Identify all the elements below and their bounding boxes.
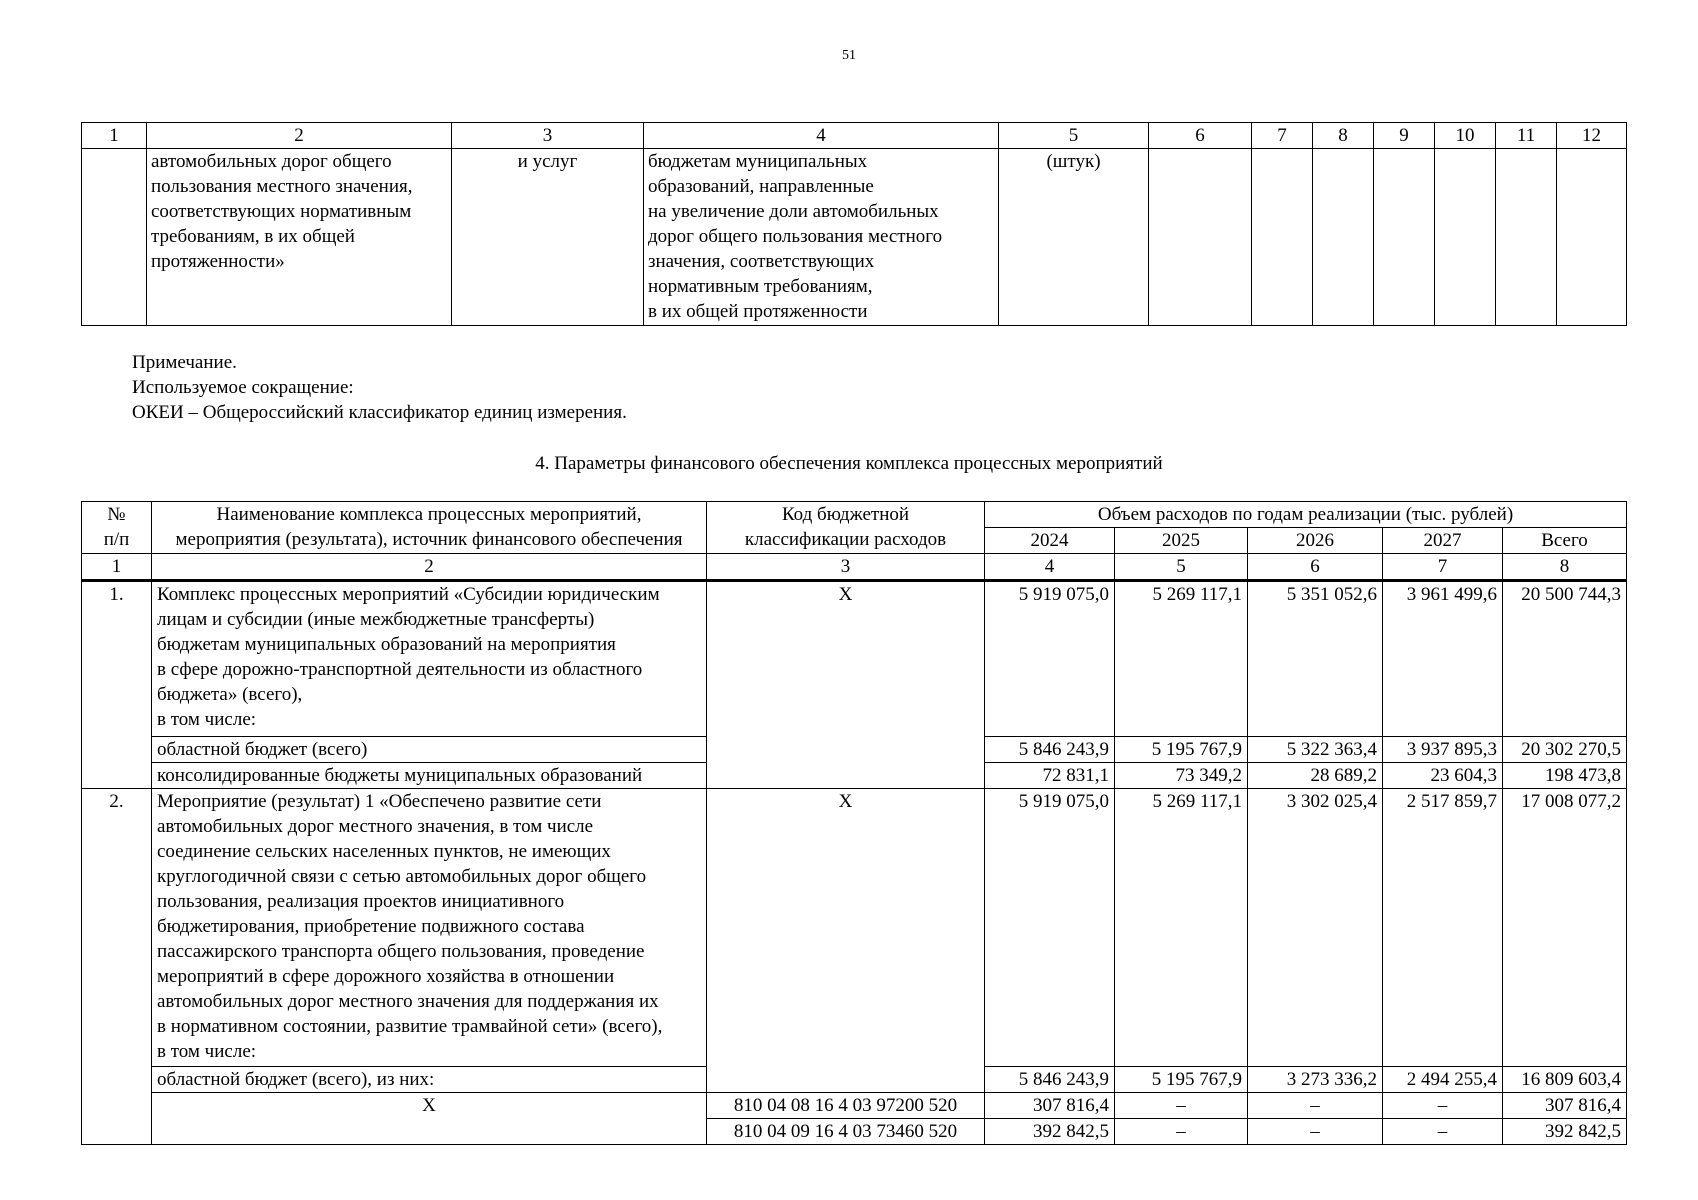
value-cell: – <box>1383 1093 1503 1119</box>
table-cell <box>1496 149 1557 326</box>
value-cell: 5 919 075,0 <box>985 789 1115 1067</box>
value-cell: – <box>1248 1119 1383 1145</box>
description-cell: бюджетам муниципальных образований, направленные на увеличение доли автомобильных дорог общего пользования местного значения, соответствующих нормативным требованиям, в их общей протяженности <box>644 149 999 326</box>
value-cell: 5 846 243,9 <box>985 737 1115 763</box>
header-volume: Объем расходов по годам реализации (тыс. рублей) <box>985 502 1627 528</box>
budget-code: 810 04 08 16 4 03 97200 520 <box>707 1093 985 1119</box>
row-code: Х <box>707 581 985 789</box>
value-cell: 28 689,2 <box>1248 763 1383 789</box>
value-cell: 307 816,4 <box>1503 1093 1627 1119</box>
page-number: 51 <box>842 48 856 63</box>
header-name: Наименование комплекса процессных мероприятий, мероприятия (результата), источник финансового обеспечения <box>152 502 707 554</box>
header-cell: 2 <box>147 123 452 149</box>
column-number: 8 <box>1503 554 1627 581</box>
indicator-name-cell: автомобильных дорог общего пользования местного значения, соответствующих нормативным требованиям, в их общей протяженности» <box>147 149 452 326</box>
value-cell: – <box>1115 1093 1248 1119</box>
header-year: 2025 <box>1115 528 1248 554</box>
table-cell: и услуг <box>452 149 644 326</box>
table-row <box>82 149 1627 326</box>
header-cell: 4 <box>644 123 999 149</box>
row-name: областной бюджет (всего) <box>152 737 707 763</box>
row-name: областной бюджет (всего), из них: <box>152 1067 707 1093</box>
value-cell: 3 302 025,4 <box>1248 789 1383 1067</box>
note-abbreviation-label: Используемое сокращение: <box>132 377 354 398</box>
continuation-table <box>81 122 1627 326</box>
column-number: 7 <box>1383 554 1503 581</box>
unit-cell: (штук) <box>999 149 1149 326</box>
header-cell: 11 <box>1496 123 1557 149</box>
value-cell: 198 473,8 <box>1503 763 1627 789</box>
value-cell: 20 500 744,3 <box>1503 581 1627 737</box>
value-cell: 392 842,5 <box>1503 1119 1627 1145</box>
column-number: 1 <box>82 554 152 581</box>
budget-code: 810 04 09 16 4 03 73460 520 <box>707 1119 985 1145</box>
table-cell <box>1252 149 1313 326</box>
column-number: 3 <box>707 554 985 581</box>
row-name: консолидированные бюджеты муниципальных образований <box>152 763 707 789</box>
row-name: Х <box>152 1093 707 1145</box>
table-header-row <box>82 502 1627 528</box>
header-num: № п/п <box>82 502 152 554</box>
value-cell: 5 269 117,1 <box>1115 581 1248 737</box>
row-number: 1. <box>82 581 152 789</box>
value-cell: – <box>1115 1119 1248 1145</box>
header-cell: 5 <box>999 123 1149 149</box>
header-year: 2027 <box>1383 528 1503 554</box>
header-year: 2026 <box>1248 528 1383 554</box>
table-cell <box>1313 149 1374 326</box>
value-cell: 5 195 767,9 <box>1115 1067 1248 1093</box>
table-row <box>82 789 1627 1067</box>
row-number: 2. <box>82 789 152 1145</box>
value-cell: 5 269 117,1 <box>1115 789 1248 1067</box>
column-number: 4 <box>985 554 1115 581</box>
table-cell <box>1557 149 1627 326</box>
column-number: 5 <box>1115 554 1248 581</box>
value-cell: 2 494 255,4 <box>1383 1067 1503 1093</box>
value-cell: 5 195 767,9 <box>1115 737 1248 763</box>
header-year: 2024 <box>985 528 1115 554</box>
value-cell: 3 961 499,6 <box>1383 581 1503 737</box>
header-cell: 1 <box>82 123 147 149</box>
table-row <box>82 1093 1627 1119</box>
table-cell <box>1374 149 1435 326</box>
note-abbreviation-text: ОКЕИ – Общероссийский классификатор единиц измерения. <box>132 402 627 423</box>
value-cell: 72 831,1 <box>985 763 1115 789</box>
header-cell: 3 <box>452 123 644 149</box>
section-title: 4. Параметры финансового обеспечения комплекса процессных мероприятий <box>535 453 1163 474</box>
value-cell: 3 273 336,2 <box>1248 1067 1383 1093</box>
value-cell: 3 937 895,3 <box>1383 737 1503 763</box>
table-cell <box>1149 149 1252 326</box>
table-header-row <box>82 123 1627 149</box>
header-cell: 7 <box>1252 123 1313 149</box>
header-cell: 6 <box>1149 123 1252 149</box>
table-cell <box>82 149 147 326</box>
column-number-row <box>82 554 1627 581</box>
row-code: Х <box>707 789 985 1093</box>
column-number: 2 <box>152 554 707 581</box>
value-cell: 5 846 243,9 <box>985 1067 1115 1093</box>
value-cell: 5 322 363,4 <box>1248 737 1383 763</box>
financing-table <box>81 501 1627 1145</box>
value-cell: 73 349,2 <box>1115 763 1248 789</box>
value-cell: 2 517 859,7 <box>1383 789 1503 1067</box>
table-cell <box>1435 149 1496 326</box>
row-name: Мероприятие (результат) 1 «Обеспечено развитие сети автомобильных дорог местного значения, в том числе соединение сельских населенных пунктов, не имеющих круглогодичной связи с сетью автомобильных дорог общего пользования, реализация проектов инициативного бюджетирования, приобретение подвижного состава пассажирского транспорта общего пользования, проведение мероприятий в сфере дорожного хозяйства в отношении автомобильных дорог местного значения для поддержания их в нормативном состоянии, развитие трамвайной сети» (всего), в том числе: <box>152 789 707 1067</box>
value-cell: 392 842,5 <box>985 1119 1115 1145</box>
header-total: Всего <box>1503 528 1627 554</box>
note-heading: Примечание. <box>132 352 237 373</box>
value-cell: 20 302 270,5 <box>1503 737 1627 763</box>
header-cell: 9 <box>1374 123 1435 149</box>
header-cell: 12 <box>1557 123 1627 149</box>
header-cell: 10 <box>1435 123 1496 149</box>
value-cell: – <box>1248 1093 1383 1119</box>
header-code: Код бюджетной классификации расходов <box>707 502 985 554</box>
value-cell: 23 604,3 <box>1383 763 1503 789</box>
column-number: 6 <box>1248 554 1383 581</box>
value-cell: 5 919 075,0 <box>985 581 1115 737</box>
value-cell: 16 809 603,4 <box>1503 1067 1627 1093</box>
value-cell: – <box>1383 1119 1503 1145</box>
value-cell: 307 816,4 <box>985 1093 1115 1119</box>
header-cell: 8 <box>1313 123 1374 149</box>
table-row <box>82 581 1627 737</box>
row-name: Комплекс процессных мероприятий «Субсидии юридическим лицам и субсидии (иные межбюджетные трансферты) бюджетам муниципальных образований на мероприятия в сфере дорожно-транспортной деятельности из областного бюджета» (всего), в том числе: <box>152 581 707 737</box>
value-cell: 5 351 052,6 <box>1248 581 1383 737</box>
value-cell: 17 008 077,2 <box>1503 789 1627 1067</box>
